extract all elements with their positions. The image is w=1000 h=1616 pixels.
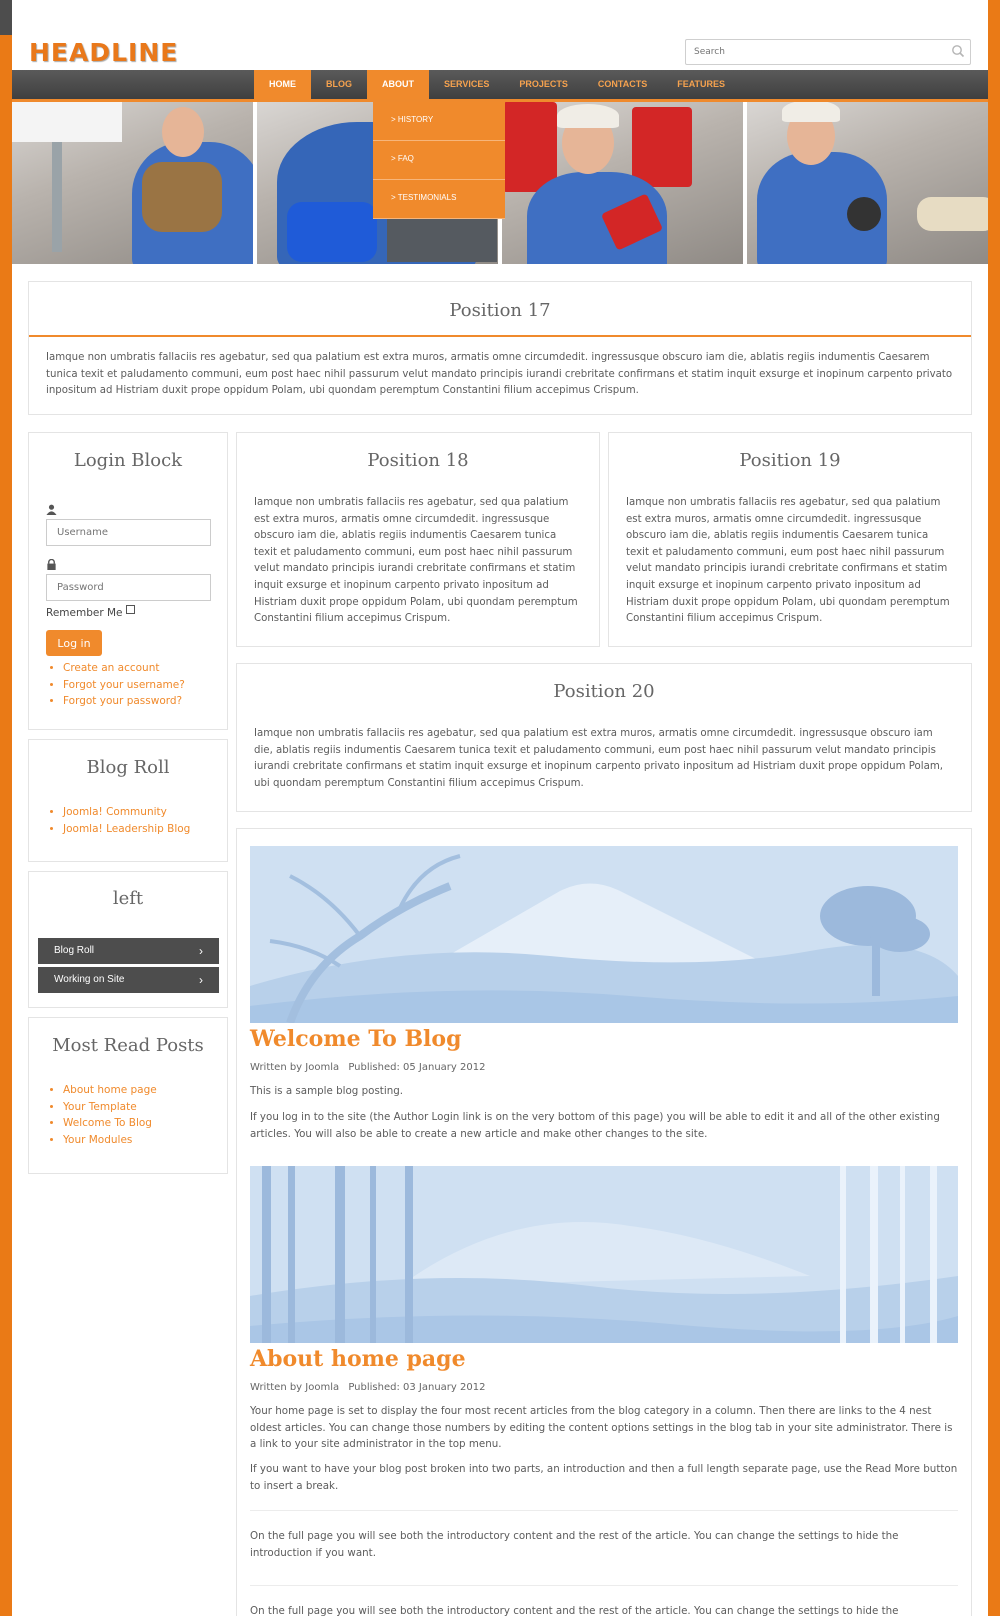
position-18-module bbox=[236, 432, 600, 647]
nav-features[interactable]: FEATURES bbox=[677, 79, 726, 89]
module-title: Position 17 bbox=[29, 282, 971, 337]
left-menu-module bbox=[28, 871, 228, 1008]
nav-projects[interactable]: PROJECTS bbox=[519, 79, 568, 89]
list-item[interactable] bbox=[63, 1115, 227, 1132]
module-title: left bbox=[112, 888, 144, 909]
username-field[interactable] bbox=[46, 519, 211, 546]
welcome-to-blog-link[interactable]: Welcome To Blog bbox=[63, 1117, 152, 1130]
remember-me-label: Remember Me bbox=[46, 607, 123, 619]
chevron-right-icon: › bbox=[199, 973, 203, 987]
your-template-link[interactable]: Your Template bbox=[63, 1100, 137, 1113]
page bbox=[12, 0, 988, 1616]
joomla-leadership-blog-link[interactable]: Joomla! Leadership Blog bbox=[63, 822, 191, 835]
search-icon[interactable] bbox=[951, 44, 965, 58]
search-box bbox=[685, 39, 971, 65]
article-published-date: Published: 03 January 2012 bbox=[348, 1382, 486, 1393]
article-image-bamboo bbox=[250, 1166, 958, 1343]
about-home-page-link[interactable]: About home page bbox=[63, 1084, 157, 1096]
position-17-module bbox=[28, 281, 972, 415]
article-title[interactable]: Welcome To Blog bbox=[250, 1026, 462, 1052]
search-input[interactable] bbox=[694, 41, 944, 63]
module-text: Iamque non umbratis fallaciis res agebatur, sed qua palatium est extra muros, armatis omne circumdedit. ingressusque obscuro iam die, ablatis regiis indumentis Caesarem tunica texit et paludamento communi, eum post haec nihil passurum velut mandato principis iurandi crebritate confirmans et statim inquit exsurge et inopinum carpento privato inpositum ad Histriam duxit prope oppidum Polam, ubi quondam peremptum Constantini filium accepimus Crispum. bbox=[254, 497, 578, 625]
blog-roll-links bbox=[29, 804, 227, 837]
divider bbox=[250, 1510, 958, 1511]
blog-content bbox=[236, 828, 972, 1616]
password-field[interactable] bbox=[46, 574, 211, 601]
blog-roll-module bbox=[28, 739, 228, 862]
module-text: Iamque non umbratis fallaciis res agebatur, sed qua palatium est extra muros, armatis omne circumdedit. ingressusque obscuro iam die, ablatis regiis indumentis Caesarem tunica texit et paludamento communi, eum post haec nihil passurum velut mandato principis iurandi crebritate confirmans et statim inquit exsurge et inopinum carpento privato inpositum ad Histriam duxit prope oppidum Polam, ubi quondam peremptum Constantini filium accepimus Crispum. bbox=[626, 497, 950, 625]
article-author: Written by Joomla bbox=[250, 1382, 340, 1393]
module-text: Iamque non umbratis fallaciis res agebatur, sed qua palatium est extra muros, armatis omne circumdedit. ingressusque obscuro iam die, ablatis regiis indumentis Caesarem tunica texit et paludamento communi, eum post haec nihil passurum velut mandato principis iurandi crebritate confirmans et statim inquit exsurge et inopinum carpento privato inpositum ad Histriam duxit prope oppidum Polam, ubi quondam peremptum Constantini filium accepimus Crispum. bbox=[254, 728, 944, 789]
remember-me-checkbox[interactable] bbox=[126, 605, 135, 614]
nav-contacts[interactable]: CONTACTS bbox=[597, 79, 648, 89]
module-title: Login Block bbox=[73, 450, 183, 471]
menu-item-blog-roll[interactable] bbox=[38, 938, 219, 964]
most-read-module bbox=[28, 1017, 228, 1174]
module-title: Most Read Posts bbox=[52, 1035, 204, 1056]
create-account-link[interactable]: Create an account bbox=[63, 662, 160, 674]
article-author: Written by Joomla bbox=[250, 1062, 340, 1073]
login-links bbox=[29, 660, 185, 710]
hero-photo-plumber-sink bbox=[12, 102, 253, 264]
module-text: Iamque non umbratis fallaciis res agebatur, sed qua palatium est extra muros, armatis omne circumdedit. ingressusque obscuro iam die, ablatis regiis indumentis Caesarem tunica texit et paludamento communi, eum post haec nihil passurum velut mandato principis iurandi crebritate confirmans et statim inquit exsurge et inopinum carpento privato inpositum ad Histriam duxit prope oppidum Polam, ubi quondam peremptum Constantini filium accepimus Crispum. bbox=[46, 352, 953, 397]
main-nav bbox=[12, 70, 988, 102]
module-title: Blog Roll bbox=[86, 757, 170, 778]
article-image-mountain bbox=[250, 846, 958, 1023]
nav-services[interactable]: SERVICES bbox=[444, 79, 490, 89]
login-module bbox=[28, 432, 228, 730]
forgot-username-link[interactable]: Forgot your username? bbox=[63, 678, 185, 691]
joomla-community-link[interactable]: Joomla! Community bbox=[63, 806, 167, 818]
login-button[interactable]: Log in bbox=[46, 630, 102, 656]
list-item[interactable] bbox=[63, 677, 185, 694]
article-paragraph: On the full page you will see both the introductory content and the rest of the article. You can change the settings to hide the bbox=[250, 1605, 899, 1616]
list-item[interactable] bbox=[63, 821, 227, 838]
menu-item-label: Blog Roll bbox=[54, 945, 95, 956]
menu-item-working-on-site[interactable] bbox=[38, 967, 219, 993]
list-item[interactable] bbox=[63, 693, 185, 710]
position-20-module bbox=[236, 663, 972, 812]
lock-icon bbox=[46, 559, 57, 570]
site-logo[interactable]: HEADLINE bbox=[29, 38, 179, 67]
article-published-date: Published: 05 January 2012 bbox=[348, 1062, 486, 1073]
list-item[interactable] bbox=[63, 1132, 227, 1149]
article-paragraph: Your home page is set to display the four most recent articles from the blog category in a column. Then there are links to the 4 nest oldest articles. You can change those numbers by editing the content options settings in the blog tab in your site administrator. There is a link to your site administrator in the top menu. bbox=[250, 1405, 953, 1451]
module-title: Position 19 bbox=[739, 450, 841, 471]
hero-photo-plumber-gauge bbox=[747, 102, 988, 264]
your-modules-link[interactable]: Your Modules bbox=[63, 1133, 133, 1146]
chevron-right-icon: › bbox=[199, 944, 203, 958]
submenu-history[interactable]: > HISTORY bbox=[373, 102, 505, 141]
hero-photo-plumber-clipboard bbox=[502, 102, 743, 264]
header bbox=[12, 35, 988, 70]
nav-blog[interactable]: BLOG bbox=[326, 79, 352, 89]
module-title: Position 20 bbox=[553, 681, 655, 702]
article-paragraph: This is a sample blog posting. bbox=[250, 1085, 404, 1097]
list-item[interactable] bbox=[63, 804, 227, 821]
article-paragraph: On the full page you will see both the introductory content and the rest of the article. You can change the settings to hide the introduction if you want. bbox=[250, 1530, 899, 1559]
forgot-password-link[interactable]: Forgot your password? bbox=[63, 695, 183, 708]
about-submenu bbox=[373, 102, 505, 219]
user-icon bbox=[46, 504, 57, 515]
module-title: Position 18 bbox=[367, 450, 469, 471]
list-item[interactable] bbox=[63, 1082, 227, 1099]
article-paragraph: If you want to have your blog post broken into two parts, an introduction and then a full length separate page, use the Read More button to insert a break. bbox=[250, 1463, 958, 1492]
most-read-links bbox=[29, 1082, 227, 1148]
list-item[interactable] bbox=[63, 660, 185, 677]
nav-home[interactable]: HOME bbox=[254, 70, 311, 99]
menu-item-label: Working on Site bbox=[54, 974, 125, 985]
list-item[interactable] bbox=[63, 1099, 227, 1116]
nav-about[interactable]: ABOUT bbox=[367, 70, 429, 99]
submenu-faq[interactable]: > FAQ bbox=[373, 141, 505, 180]
article-paragraph: If you log in to the site (the Author Login link is on the very bottom of this page) you will be able to edit it and all of the other existing articles. You will also be able to create a new article and make other changes to the site. bbox=[250, 1111, 940, 1140]
position-19-module bbox=[608, 432, 972, 647]
submenu-testimonials[interactable]: > TESTIMONIALS bbox=[373, 180, 505, 219]
divider bbox=[250, 1585, 958, 1586]
article-title[interactable]: About home page bbox=[250, 1346, 466, 1372]
